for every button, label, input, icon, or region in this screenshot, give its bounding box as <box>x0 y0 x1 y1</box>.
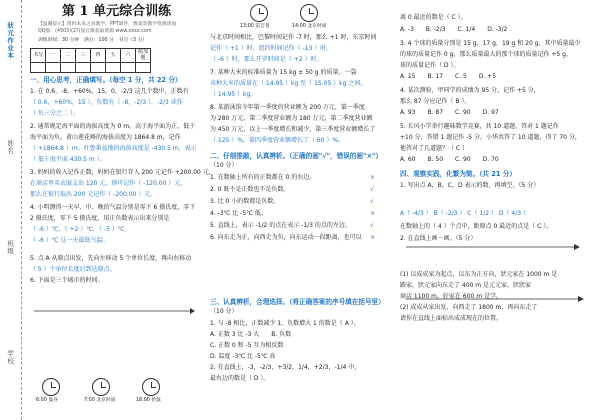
judge-item: 2. 0 既不是正数也不是负数。 √ <box>210 186 374 193</box>
clock-label: 13:00 雷吉普 <box>240 24 270 29</box>
q-line: 4. 小明测得一天早、中、晚的气温分别是零下 6 摄氏度，零下 <box>30 204 196 211</box>
q-line: 5. 长风小学举行趣味数学竞赛，共 10 道题，答对 1 题记作 <box>400 123 559 130</box>
q-line: 离 0 最近的数是（ C ）。 <box>400 14 467 21</box>
q-line: 他答对了几道题？（ C ） <box>400 145 469 152</box>
section-4-heading: 四、观察实践，化繁为简。（共 21 分） <box>400 170 516 178</box>
q-line: （ -6 ）℃，（ +2 ）℃，（ -5 ）℃。 <box>30 226 131 233</box>
q-line: 为 450 万元，以上一季度增长和减少，第三季度营业额增长了 <box>210 126 376 133</box>
number-line-3 <box>402 292 587 306</box>
q-line: 5. 点 A 从原点出发，先向左移动 5 个单位长度，再向右移动 <box>30 255 192 262</box>
judge-answer: × <box>370 234 376 241</box>
q-line: 请你在直线上面标出成成现在的位置。 <box>400 315 503 322</box>
number-line-1 <box>30 305 195 319</box>
q-line: 3. 4 个球的质量分别是 15 g，17 g，19 g 和 20 g，其中质量最少 <box>400 40 581 47</box>
sidebar-brand: 狀元作业本 <box>6 22 15 60</box>
clock-icon <box>92 378 110 396</box>
section-2-heading: 二、仔细推敲，认真辨析。（正确的画"√"，错误的画"×"） <box>210 152 383 160</box>
judge-answer: × <box>370 174 376 181</box>
q-line: A. -3 B. -2/3 C. 1/4 D. -3/2 <box>400 26 508 33</box>
section-3-score: （10 分） <box>210 308 238 315</box>
choice-line: 2. 在直线上，-3，-2/3，+3/2，1/4，+2/3，-1/4 中， <box>210 364 361 371</box>
q-line: 8. 某游泳馆今年第一季度的营业额为 200 万元，第一季度 <box>210 104 365 111</box>
q-line: 2 摄氏度，零下 5 摄氏度，用正负数表示出来分别是 <box>30 215 170 222</box>
binding-sidebar <box>0 0 22 420</box>
judge-item: 5. 直线上，表示 -1/2 的点在表示 -1/3 的点的左边。 √ <box>210 222 374 229</box>
judge-answer: √ <box>370 198 374 205</box>
judge-answer: × <box>370 210 376 217</box>
q-line: 1. 在 0.6，-8，+60%，15，0，-2/3 这几个数中，正数有 <box>30 88 189 95</box>
sub-header-2: QQ群：(4503)(2?)加官微获取资源 www.xxxx.com <box>38 29 152 34</box>
q-line: （ -6 ）时，那么开罗时间是（ +2 ）时。 <box>210 56 323 63</box>
clock-icon <box>142 378 160 396</box>
sidebar-class-label: 班级 <box>6 240 15 255</box>
score-head: 二 <box>61 49 76 63</box>
choice-line: 1. 与 -8 相比，正数减少 1，负数增大 1 的数是（ A ）。 <box>210 320 360 327</box>
score-head: 六 <box>121 49 136 63</box>
q-line: 商店 1100 m，好家在 600 m 是学。 <box>400 293 502 300</box>
score-head: 四 <box>91 49 106 63</box>
score-head: 附加题 <box>136 49 151 63</box>
clock-icon <box>300 4 318 22</box>
q-line: 2. 通常规定海平面的海拔高度为 0 m，高于海平面为正，低于 <box>30 123 196 130</box>
score-table <box>30 48 151 73</box>
section-1-heading: 一、用心思考，正确填写。（每空 1 分，共 22 分） <box>30 76 182 84</box>
q-line: 的球的质量记作 0 g，那么质量最大的那个球的质量记作 +5 g， <box>400 51 572 58</box>
clock-icon <box>42 378 60 396</box>
column-2 <box>210 34 390 148</box>
q-line: （ 负三分之二 ）。 <box>30 110 79 117</box>
q-line: 球的质量记作（ D ）。 <box>400 62 460 69</box>
clock-label: 6:00 曼谷 <box>36 398 58 403</box>
q-line: A. 15 B. 17 C. 5 D. +5 <box>400 73 497 80</box>
clock-icon <box>250 4 268 22</box>
q-line: （ 低于海平面 430.5 m ）。 <box>30 156 106 163</box>
clock-label: 7:00 北京时间 <box>84 398 116 403</box>
page-title: 第 1 单元综合训练 <box>62 4 172 19</box>
q-line: 路家，狀元家向东走了 400 m 是元元家，狀狀家 <box>400 282 532 289</box>
choice-list <box>210 320 390 386</box>
q-line: 该种大米的质量在（ 14.95 ）kg 至（ 15.05 ）kg 之间。 <box>210 80 367 87</box>
judge-answer: √ <box>370 222 374 229</box>
q-line: （ 5 ）个单位长度后到达原点。 <box>30 266 116 273</box>
q-line: （ 125 ）%，第四季度营业额增长了（ 60 ）%。 <box>210 137 345 144</box>
q-line: (2) 成成从家出发，向西走了 1800 m，再向东走了 <box>400 304 538 311</box>
sidebar-school-label: 学校 <box>6 350 15 365</box>
q-line: 1. 写出点 A，B，C，D 表示的数，再填空。（5 分） <box>400 182 540 189</box>
judge-list <box>210 174 390 246</box>
judge-item: 3. 比 0 小的数都是负数。 √ <box>210 198 374 205</box>
clock-label: 14:00 北京时间 <box>292 24 327 29</box>
choice-line: 最右边的数是（ D ）。 <box>210 375 270 382</box>
number-line-2 <box>402 240 582 254</box>
choice-line: A. 正数 3 比 -3 大 B. 负数 <box>210 331 292 338</box>
judge-answer: √ <box>370 186 374 193</box>
q-line: A. 93 B. 87 C. 90 D. 97 <box>400 109 499 116</box>
q-line: 4. 某次测验，甲同学的成绩为 95 分，记作 +5 分， <box>400 87 540 94</box>
q-line: 7. 某种大米的标准质量为 15 kg ± 50 g 的质量，一袋 <box>210 69 357 76</box>
judge-item: 1. 在数轴上所有的正数都在 0 的右边。 × <box>210 174 376 181</box>
section-3-heading: 三、认真辨析，合理选择。（将正确答案的序号填在括号里） <box>210 298 385 306</box>
q-line: 海平面为负。黄山莲花峰的海拔高度为 1864.8 m，记作 <box>30 134 181 141</box>
score-head: 书写 <box>31 49 46 63</box>
column-3 <box>400 14 595 326</box>
q-line: （ 0.6，+60%，15 ），负数有（ -8，-2/3 ），-2/3 读作 <box>30 99 183 106</box>
sub-header: 【温馨提示】资料本来之真教学，PPT课件，教案等教学资源请加 <box>38 22 177 27</box>
q-line: 那么 87 分应记作（ B ）。 <box>400 98 471 105</box>
judge-item: 6. 向东走为正，向西走为负，向东运动一段距离，也可以 × <box>210 234 376 241</box>
score-head: 一 <box>46 49 61 63</box>
score-head: 三 <box>76 49 91 63</box>
q-line: A（ -4/3 ） B（ -2/3 ） C（ 1/2 ） D（ 4/3 ） <box>400 210 529 217</box>
q-line: (1) 以成成家为起点，以东为正方向，狀元家在 1000 m 是 <box>400 271 558 278</box>
q-line: （ -6 ）℃ 这一天最低气温。 <box>30 237 109 244</box>
q-line: （ +1864.8 ）m；吐鲁番盆地的海拔高度是 -430.5 m，表示 <box>30 145 197 152</box>
q-line: 与北京时间相比，巴黎时间记作 -7 时，那么 +1 时，东京时间 <box>210 34 377 41</box>
section-2-score: （10 分） <box>210 162 238 169</box>
judge-item: 4. -3℃ 比 -5℃ 低。 × <box>210 210 376 217</box>
score-head: 五 <box>106 49 121 63</box>
q-line: 3. 妈妈的收入记作正数，妈妈在银行存入 200 元记作 +200.00 元， <box>30 169 215 176</box>
q-line: （ 14.95 ）kg。 <box>210 91 257 98</box>
q-line: 那么在银行取出 200 元记作（ -200.00 ）元。 <box>30 191 157 198</box>
q-line: +10 分，答错 1 题记作 -5 分，小华共答了 10 道题，得了 70 分， <box>400 134 581 141</box>
sidebar-name-label: 姓名 <box>6 140 15 155</box>
q-line: 在商店里买衣服支出 120 元，则可记作（ -120.00 ）元， <box>30 180 187 187</box>
choice-line: C. 正数 0 和 -5 互为相反数 <box>210 342 284 349</box>
q-line: 为 280 万元，第二季度营业额为 180 万元，第二季度营业额 <box>210 115 373 122</box>
q-line: 记作（ +1 ）时，纽约时间记作（ -13 ）时。 <box>210 45 333 52</box>
q-line: A. 60 B. 50 C. 90 D. 70 <box>400 156 499 163</box>
choice-line: D. 温度 -3℃ 比 -5℃ 高 <box>210 353 276 360</box>
time-label: 训练时间：30 分钟 满分：100 分 书写（3 分） <box>38 38 148 43</box>
column-1 <box>30 88 215 288</box>
q-line: 在数轴上的（ 4 ）个点中，距原点 0 最近的点是（ C ）。 <box>400 223 553 230</box>
q-line: 6. 下面是三个城市的时间。 <box>30 277 104 284</box>
clock-label: 18:00 伦敦 <box>136 398 161 403</box>
q-line: 2. 在直线上画一画。（5 分） <box>400 235 477 242</box>
